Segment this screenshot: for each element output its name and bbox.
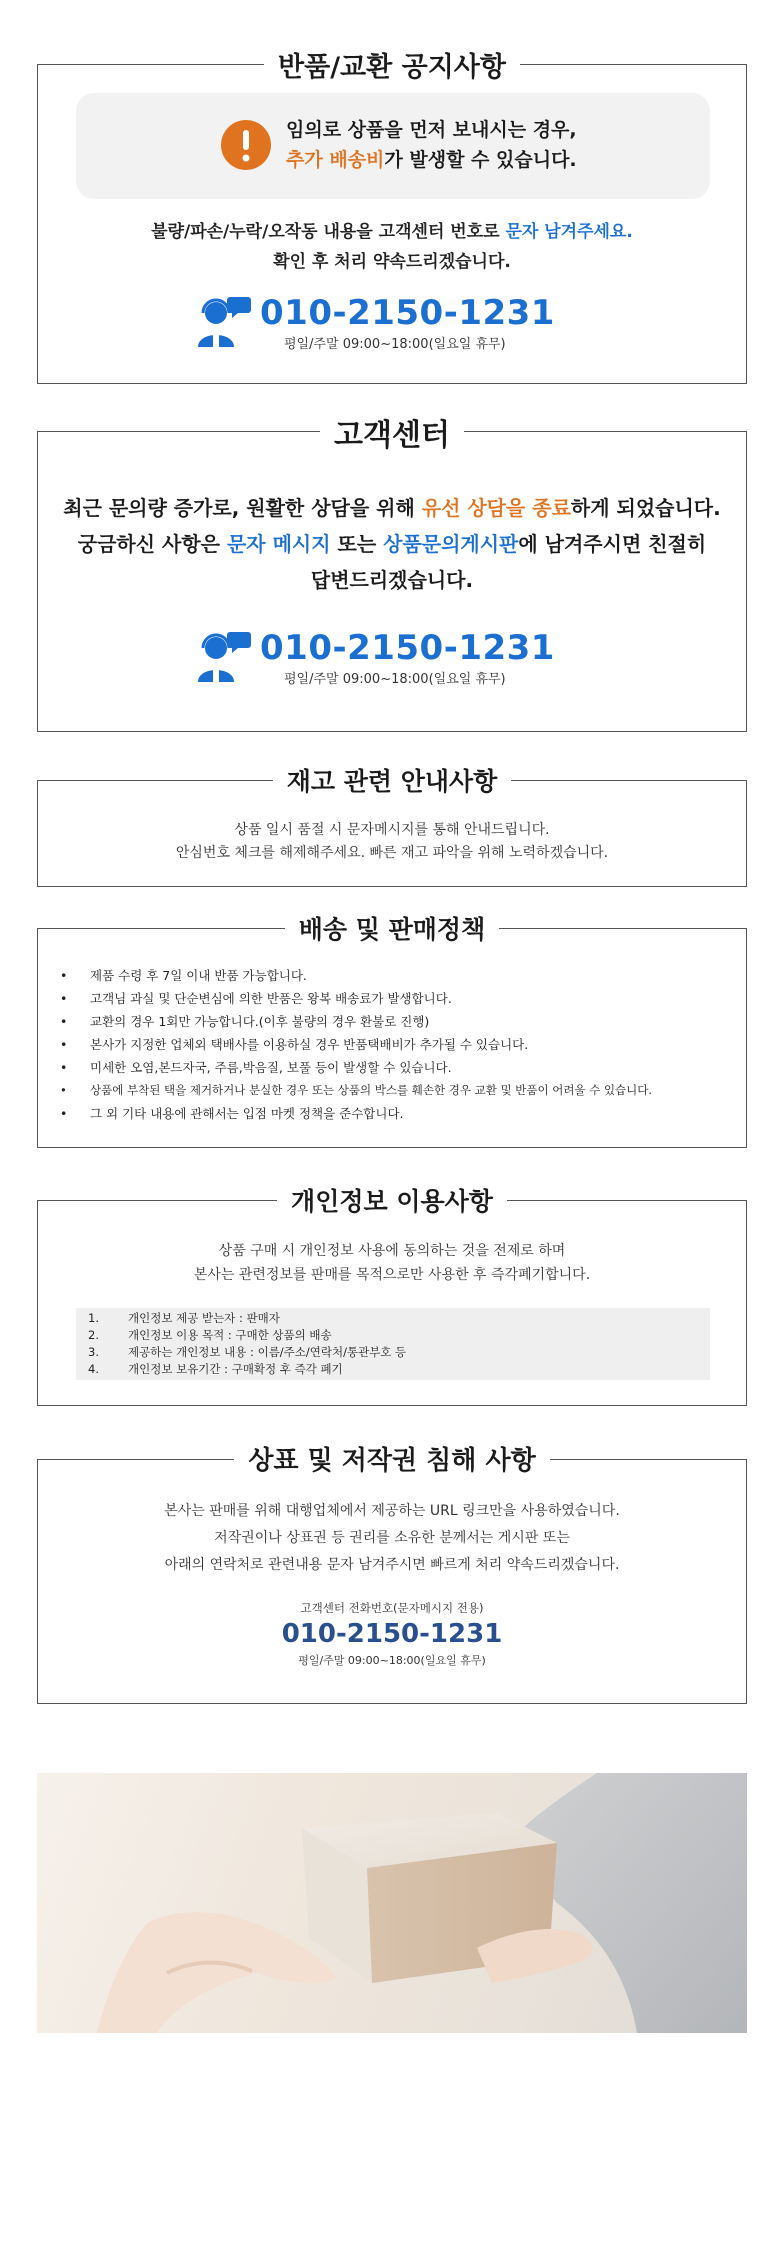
headset-agent-icon — [194, 293, 252, 349]
warning-line1: 임의로 상품을 먼저 보내시는 경우, — [286, 119, 577, 141]
privacy-line2: 본사는 관련정보를 판매를 목적으로만 사용한 후 즉각폐기합니다. — [193, 1267, 591, 1283]
box-handoff-photo — [37, 1773, 747, 2033]
section-title: 배송 및 판매정책 — [38, 910, 746, 946]
list-item: • 미세한 오염,본드자국, 주름,박음질, 보풀 등이 발생할 수 있습니다. — [38, 1056, 746, 1079]
center-line2: 궁금하신 사항은 문자 메시지 또는 상품문의게시판에 남겨주시면 친절히 — [77, 532, 707, 556]
phone-contact — [194, 628, 555, 687]
privacy-section — [37, 1187, 747, 1406]
contact-label: 고객센터 전화번호(문자메시지 전용) — [300, 1601, 484, 1615]
list-item: • 본사가 지정한 업체외 택배사를 이용하실 경우 반품택배비가 추가될 수 있습니다. — [38, 1033, 746, 1056]
phone-number[interactable]: 010-2150-1231 — [281, 1619, 503, 1649]
headset-agent-icon — [194, 628, 252, 684]
stock-line2: 안심번호 체크를 해제해주세요. 빠른 재고 파악을 위해 노력하겠습니다. — [175, 845, 609, 861]
list-item: • 상품에 부착된 택을 제거하거나 분실한 경우 또는 상품의 박스를 훼손한 경우 교환 및 반품이 어려울 수 있습니다. — [38, 1079, 746, 1102]
list-item: 2. 개인정보 이용 목적 : 구매한 상품의 배송 — [88, 1328, 332, 1342]
trademark-line3: 아래의 연락처로 관련내용 문자 남겨주시면 빠르게 처리 약속드리겠습니다. — [164, 1557, 620, 1573]
notice-body-line1: 불량/파손/누락/오작동 내용을 고객센터 번호로 문자 남겨주세요. — [151, 222, 633, 242]
section-title: 상표 및 저작권 침해 사항 — [38, 1440, 746, 1477]
business-hours: 평일/주말 09:00~18:00(일요일 휴무) — [298, 1654, 486, 1667]
list-item: 3. 제공하는 개인정보 내용 : 이름/주소/연락처/통관부호 등 — [88, 1345, 407, 1359]
warning-box — [76, 93, 710, 199]
section-title: 개인정보 이용사항 — [38, 1182, 746, 1218]
warning-line2: 추가 배송비가 발생할 수 있습니다. — [286, 149, 577, 171]
section-title: 재고 관련 안내사항 — [38, 762, 746, 798]
trademark-line2: 저작권이나 상표권 등 권리를 소유한 분께서는 게시판 또는 — [214, 1530, 570, 1546]
section-title: 고객센터 — [38, 410, 746, 454]
phone-contact — [194, 293, 555, 352]
phone-number[interactable]: 010-2150-1231 — [260, 628, 555, 668]
business-hours: 평일/주말 09:00~18:00(일요일 휴무) — [284, 672, 506, 687]
stock-line1: 상품 일시 품절 시 문자메시지를 통해 안내드립니다. — [234, 822, 550, 838]
return-notice-section — [37, 52, 747, 384]
trademark-line1: 본사는 판매를 위해 대행업체에서 제공하는 URL 링크만을 사용하였습니다. — [164, 1503, 620, 1519]
privacy-detail-box — [76, 1308, 710, 1380]
list-item: 4. 개인정보 보유기간 : 구매확정 후 즉각 폐기 — [88, 1362, 343, 1376]
shipping-policy-section — [37, 915, 747, 1148]
business-hours: 평일/주말 09:00~18:00(일요일 휴무) — [284, 337, 506, 352]
section-title: 반품/교환 공지사항 — [38, 45, 746, 84]
exclamation-icon — [221, 120, 271, 170]
phone-number[interactable]: 010-2150-1231 — [260, 293, 555, 333]
list-item: • 교환의 경우 1회만 가능합니다.(이후 불량의 경우 환불로 진행) — [38, 1010, 746, 1033]
list-item: 1. 개인정보 제공 받는자 : 판매자 — [88, 1311, 280, 1325]
list-item: • 그 외 기타 내용에 관해서는 입점 마켓 정책을 준수합니다. — [38, 1102, 746, 1125]
policy-list — [38, 964, 746, 1125]
customer-center-section — [37, 418, 747, 732]
privacy-line1: 상품 구매 시 개인정보 사용에 동의하는 것을 전제로 하며 — [218, 1243, 566, 1259]
list-item: • 제품 수령 후 7일 이내 반품 가능합니다. — [38, 964, 746, 987]
center-line3: 답변드리겠습니다. — [310, 568, 474, 592]
center-line1: 최근 문의량 증가로, 원활한 상담을 위해 유선 상담을 종료하게 되었습니다. — [63, 496, 721, 520]
privacy-list — [76, 1310, 710, 1378]
list-item: • 고객님 과실 및 단순변심에 의한 반품은 왕복 배송료가 발생합니다. — [38, 987, 746, 1010]
stock-section — [37, 767, 747, 887]
trademark-section — [37, 1446, 747, 1704]
notice-body-line2: 확인 후 처리 약속드리겠습니다. — [273, 252, 511, 272]
